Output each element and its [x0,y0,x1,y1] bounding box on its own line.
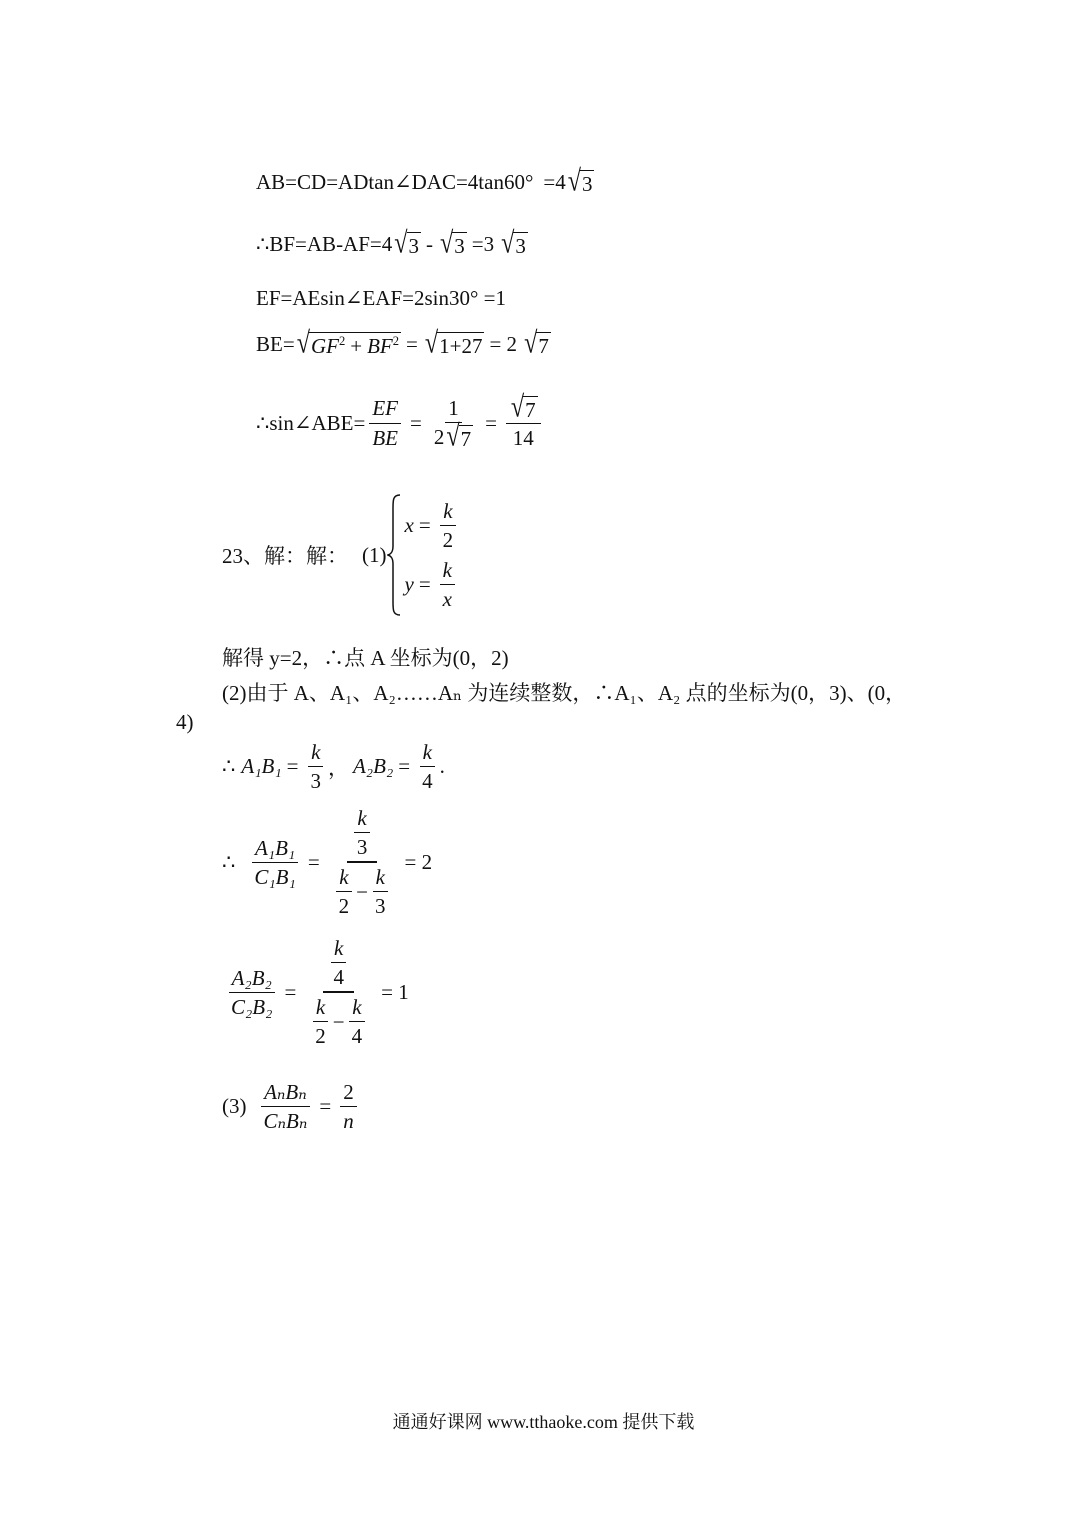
equals-2: = 2 [489,332,518,357]
line-ratio-1: ∴ $\frac{\text{A₁B₁}}{\text{C₁B₁}}$ = $\frac{k}{3}$ $\frac{k}{2}$ − $\frac{k}{3}$ = 2 [222,806,433,919]
equals: = [406,332,418,357]
line-solve-y [222,642,509,672]
sqrt-gf-bf: √ $GF^2 + BF^2$ [296,326,400,361]
line-solve-y-text: 解得 y=2，∴点 A 坐标为(0，2) [222,646,509,670]
line-a1b1-a2b2: ∴ A₁B₁ = $\frac{k}{3}$ ， A₂B₂ = $\frac{k}{4}$ . [222,740,445,794]
line-ab-cd [256,164,594,199]
fraction-1-2sqrt7: 1 2 √ 7 [433,396,472,454]
sqrt-1-27: √ 1+27 [424,326,483,361]
sqrt-3: √ 3 [440,226,465,261]
sqrt-3: √ 3 [567,164,593,199]
line-part-3: (3) $\frac{\text{AₙBₙ}}{\text{CₙBₙ}}$ = $\frac{2}{n}$ [222,1080,361,1133]
a2b2: A₂B₂ [352,754,394,779]
line-part-2-cont [176,710,194,735]
left-brace-icon [387,494,401,616]
compound-fraction-2: $\frac{k}{4}$ $\frac{k}{2}$ − $\frac{k}{4}$ [305,936,372,1049]
line-part-2-text: (2)由于 A、A₁、A₂……Aₙ 为连续整数，∴A₁、A₂ 点的坐标为(0，3)、(0， [222,681,907,705]
sqrt-7: √ 7 [524,326,549,361]
line-bf-prefix: ∴BF=AB-AF=4 [256,232,393,257]
line-ab-cd-text: AB=CD=ADtan∠DAC=4tan60° [256,170,534,195]
question-23 [222,494,460,616]
q23-label: 23、解：解： [222,544,348,568]
minus-sign: - [426,232,433,257]
fraction-sqrt7-14: √ 7 14 [506,396,541,450]
line-ef-text: EF=AEsin∠EAF=2sin30° =1 [256,286,506,310]
line-be-prefix: BE= [256,332,295,357]
q23-part: (1) [362,542,387,567]
line-part-2 [222,677,906,707]
line-part-2-cont-text: 4) [176,710,194,734]
line-ab-cd-eq: =4 [543,170,566,195]
line-ef [256,286,506,311]
equals-3: =3 [471,232,495,257]
sqrt-3: √ 3 [501,226,526,261]
line-be [256,326,551,361]
sqrt-3: √ 3 [394,226,419,261]
line-bf [256,226,528,261]
system-row-y: y = $\frac{k}{x}$ [405,558,461,611]
line-sin-prefix: ∴sin∠ABE= [256,410,366,435]
fraction-ef-be: $\frac{EF}{BE}$ [369,396,401,449]
equation-system [387,494,461,616]
system-row-x: x = $\frac{k}{2}$ [405,499,461,552]
compound-fraction-1: $\frac{k}{3}$ $\frac{k}{2}$ − $\frac{k}{3}$ [329,806,396,919]
line-sin-abe: ∴sin∠ABE= $\frac{EF}{BE}$ = 1 2 √ 7 = √ 7 14 [256,396,545,450]
page-footer: 通通好课网 www.tthaoke.com 提供下载 [392,1412,695,1432]
line-ratio-2: $\frac{\text{A₂B₂}}{\text{C₂B₂}}$ = $\frac{k}{4}$ $\frac{k}{2}$ − $\frac{k}{4}$ = 1 [224,936,414,1049]
a1b1: A₁B₁ [241,754,282,779]
